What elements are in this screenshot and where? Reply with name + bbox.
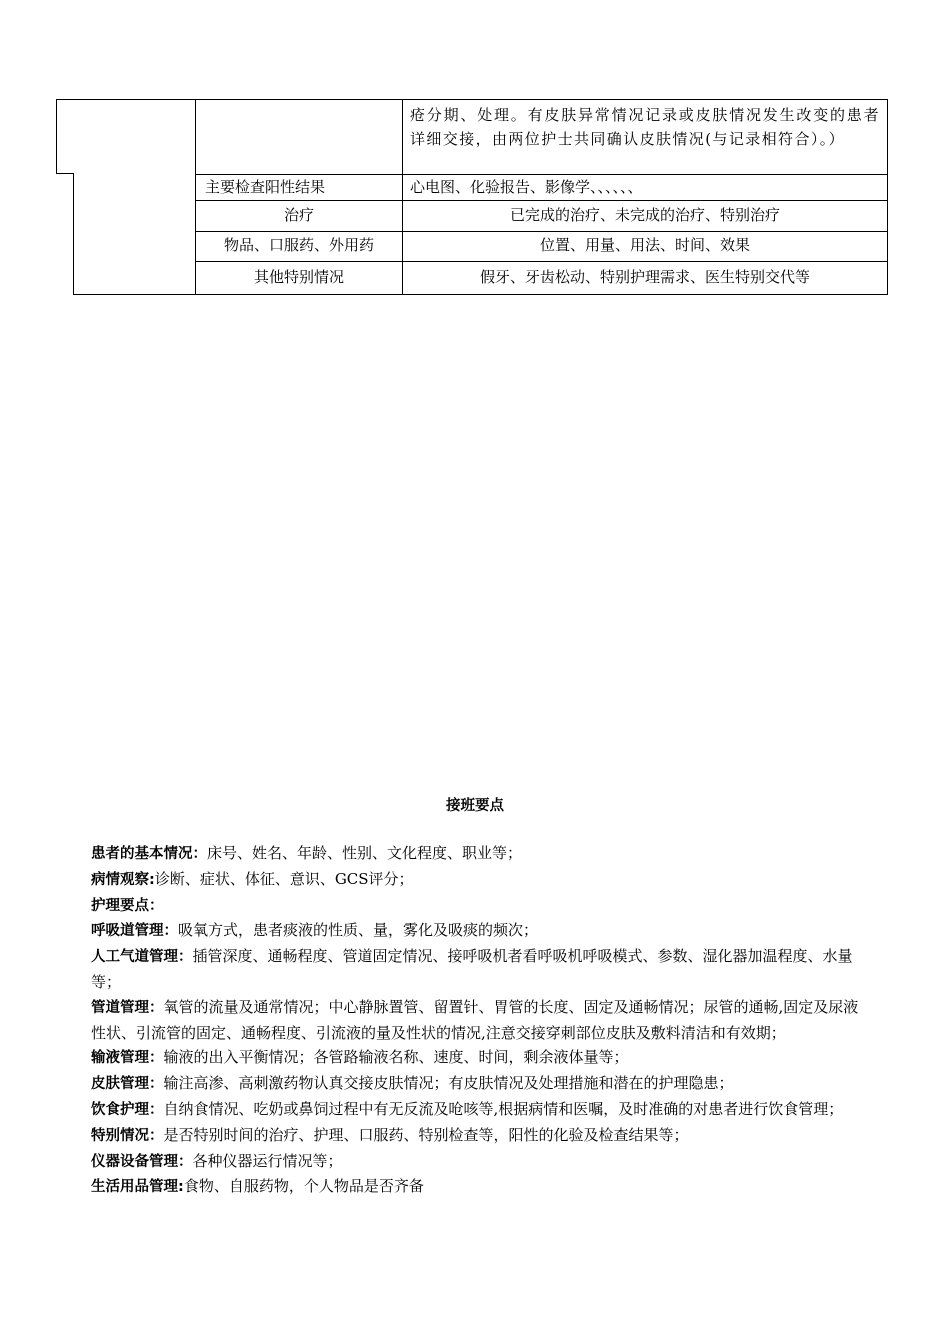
list-item (91, 1149, 861, 1175)
item-label: 病情观察: (91, 871, 155, 888)
table-border (195, 174, 888, 175)
list-item (91, 1174, 861, 1200)
list-item (91, 867, 861, 893)
table-border (195, 99, 196, 295)
item-text: 自纳食情况、吃奶或鼻饲过程中有无反流及呛咳等,根据病情和医嘱，及时准确的对患者进行饮食管理； (163, 1099, 844, 1118)
table-border (195, 200, 888, 201)
table-row-item: 其他特别情况 (253, 268, 344, 286)
item-text: 诊断、症状、体征、意识、GCS评分； (154, 869, 414, 888)
item-label: 生活用品管理: (91, 1179, 184, 1196)
table-row-content: 已完成的治疗、未完成的治疗、特别治疗 (509, 206, 780, 224)
table-border (195, 231, 888, 232)
list-item (91, 1045, 861, 1071)
list-item (91, 893, 861, 919)
item-text: 输注高渗、高刺激药物认真交接皮肤情况；有皮肤情况及处理措施和潜在的护理隐患； (163, 1074, 734, 1093)
table-row-content: 心电图、化验报告、影像学、、、、、、 (410, 178, 643, 196)
handover-list (91, 841, 861, 1200)
list-item (91, 995, 861, 1046)
item-label: 管道管理： (91, 999, 164, 1016)
table-row-item: 治疗 (283, 206, 314, 224)
item-text: 氧管的流量及通常情况；中心静脉置管、留置针、胃管的长度、固定及通畅情况；尿管的通畅,固定及尿液性状、引流管的固定、通畅程度、引流液的量及性状的情况,注意交接穿刺部位皮肤及敷料清洁和有效期； (91, 997, 859, 1042)
table-border (402, 99, 403, 295)
item-text: 插管深度、通畅程度、管道固定情况、接呼吸机者看呼吸机呼吸模式、参数、湿化器加温程度、水量等； (91, 947, 853, 991)
table-border (56, 99, 888, 100)
item-label: 患者的基本情况： (91, 846, 207, 862)
list-item (91, 944, 861, 995)
item-text: 输液的出入平衡情况；各管路输液名称、速度、时间，剩余液体量等； (163, 1048, 629, 1067)
item-text: 食物、自服药物，个人物品是否齐备 (183, 1177, 424, 1196)
item-label: 特别情况： (91, 1127, 164, 1144)
item-text: 吸氧方式，患者痰液的性质、量，雾化及吸痰的频次； (178, 921, 539, 940)
table-row-content: 假牙、牙齿松动、特别护理需求、医生特别交代等 (479, 268, 810, 286)
section-title: 接班要点 (446, 798, 504, 814)
list-item (91, 841, 861, 867)
item-label: 仪器设备管理： (91, 1153, 193, 1170)
item-text: 是否特别时间的治疗、护理、口服药、特别检查等，阳性的化验及检查结果等； (163, 1125, 689, 1144)
table-border (56, 173, 74, 174)
table-border (195, 261, 888, 262)
item-text: 床号、姓名、年龄、性别、文化程度、职业等； (207, 844, 523, 862)
item-label: 护理要点： (91, 897, 164, 914)
list-item (91, 1097, 861, 1123)
table-continued-cell: 疮分期、处理。有皮肤异常情况记录或皮肤情况发生改变的患者详细交接，由两位护士共同确认皮肤情况(与记录相符合）。） (410, 106, 880, 148)
item-label: 皮肤管理： (91, 1076, 164, 1093)
item-label: 呼吸道管理： (91, 923, 178, 940)
item-text: 各种仪器运行情况等； (192, 1151, 343, 1170)
table-row-item: 物品、口服药、外用药 (223, 236, 374, 254)
table-row-content: 位置、用量、用法、时间、效果 (539, 236, 750, 254)
list-item (91, 1071, 861, 1097)
item-label: 饮食护理： (91, 1101, 164, 1118)
table-border (887, 99, 888, 295)
item-label: 人工气道管理： (91, 949, 193, 966)
list-item (91, 1123, 861, 1149)
table-row-item: 主要检查阳性结果 (205, 178, 326, 196)
item-label: 输液管理： (91, 1050, 164, 1067)
list-item (91, 918, 861, 944)
table-border (73, 173, 74, 295)
table-border (56, 99, 57, 174)
